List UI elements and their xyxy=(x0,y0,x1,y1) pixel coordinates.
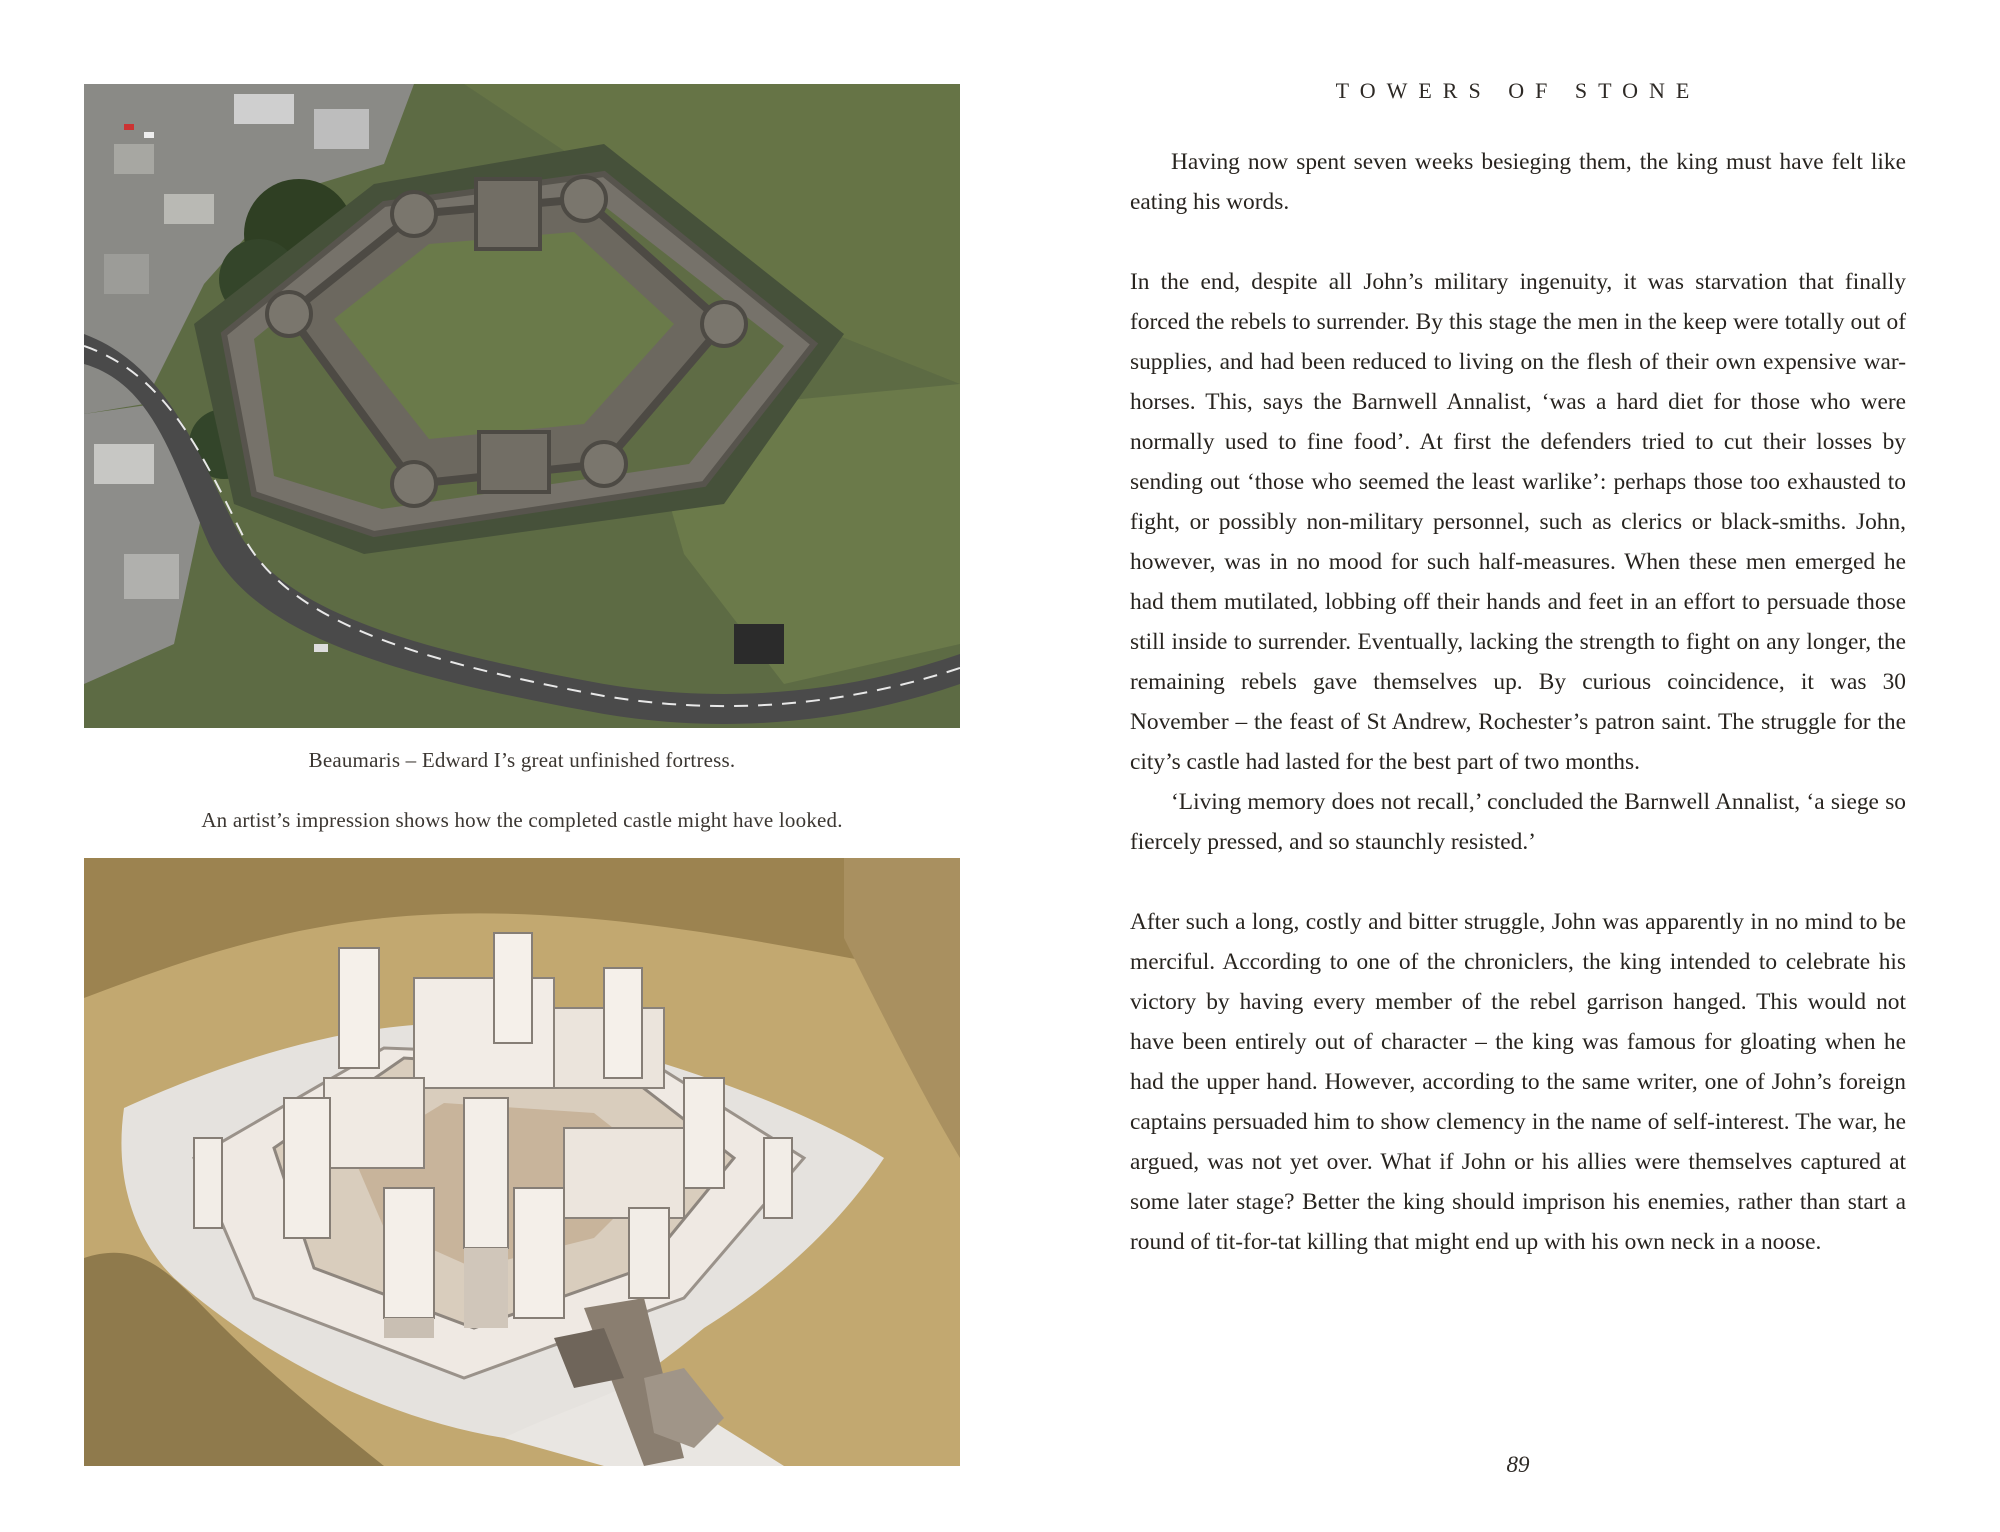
castle-watercolour-illustration xyxy=(84,858,960,1466)
running-head: TOWERS OF STONE xyxy=(1335,78,1701,103)
page-number: 89 xyxy=(1506,1452,1530,1477)
right-page xyxy=(1000,0,2000,1532)
aerial-castle-photo xyxy=(84,84,960,728)
paragraph: After such a long, costly and bitter struggle, John was apparently in no mind to be merciful. According to one of the chroniclers, the king intended to celebrate his victory by having every member of the rebel garrison hanged. This would not have been entirely out of character – the king was famous for gloating when he had the upper hand. However, according to the same writer, one of John’s foreign captains persuaded him to show clemency in the name of self-interest. The war, he argued, was not yet over. What if John or his allies were themselves captured at some later stage? Better the king should imprison his enemies, rather than start a round of tit-for-tat killing that might end up with his own neck in a noose. xyxy=(1130,909,1906,1255)
photo-caption: Beaumaris – Edward I’s great unfinished fortress. xyxy=(308,748,736,772)
paragraph: In the end, despite all John’s military ingenuity, it was starvation that finally forced the rebels to surrender. By this stage the men in the keep were totally out of supplies, and had been reduced to living on the flesh of their own expensive war-horses. This, says the Barnwell Annalist, ‘was a hard diet for those who were normally used to fine food’. At first the defenders tried to cut their losses by sending out ‘those who seemed the least warlike’: perhaps those too exhausted to fight, or possibly non-military personnel, such as clerics or black-smiths. John, however, was in no mood for such half-measures. When these men emerged he had them mutilated, lobbing off their hands and feet in an effort to persuade those still inside to surrender. Eventually, lacking the strength to fight on any longer, the remaining rebels gave themselves up. By curious coincidence, it was 30 November – the feast of St Andrew, Rochester’s patron saint. The struggle for the city’s castle had lasted for the best part of two months. xyxy=(1130,269,1906,775)
aerial-castle-photo-drawing xyxy=(84,84,960,728)
illustration-caption: An artist’s impression shows how the completed castle might have looked. xyxy=(201,808,843,832)
paragraph: ‘Living memory does not recall,’ concluded the Barnwell Annalist, ‘a siege so fiercely pressed, and so staunchly resisted.’ xyxy=(1130,789,1906,855)
paragraph: Having now spent seven weeks besieging them, the king must have felt like eating his words. xyxy=(1130,149,1906,215)
body-text xyxy=(1130,142,1906,1262)
castle-watercolour-drawing xyxy=(84,858,960,1466)
